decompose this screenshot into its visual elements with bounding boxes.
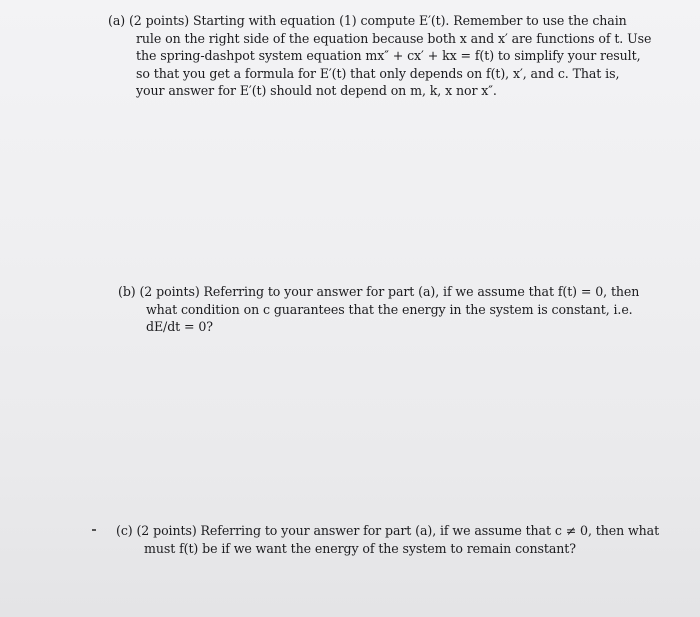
problem-part-c (116, 522, 659, 557)
part-c-line: (c) (2 points) Referring to your answer for part (a), if we assume that c ≠ 0, then what (116, 523, 660, 538)
part-b-line: what condition on c guarantees that the energy in the system is constant, i.e. (146, 301, 633, 317)
part-a-line: rule on the right side of the equation because both x and x′ are functions of t. Use (136, 30, 652, 46)
part-a-line: the spring-dashpot system equation mx″ + cx′ + kx = f(t) to simplify your result, (136, 48, 641, 64)
part-b-line: (b) (2 points) Referring to your answer for part (a), if we assume that f(t) = 0, then (118, 284, 640, 299)
part-a-line: so that you get a formula for E′(t) that only depends on f(t), x′, and c. That is, (136, 65, 620, 81)
part-a-line: your answer for E′(t) should not depend on m, k, x nor x″. (136, 83, 497, 99)
part-c-line: must f(t) be if we want the energy of the system to remain constant? (144, 540, 576, 556)
margin-mark (92, 529, 96, 531)
problem-part-a (108, 12, 651, 100)
part-a-line: (a) (2 points) Starting with equation (1) compute E′(t). Remember to use the chain (108, 13, 627, 28)
problem-part-b (118, 283, 639, 336)
part-b-line: dE/dt = 0? (146, 319, 213, 335)
